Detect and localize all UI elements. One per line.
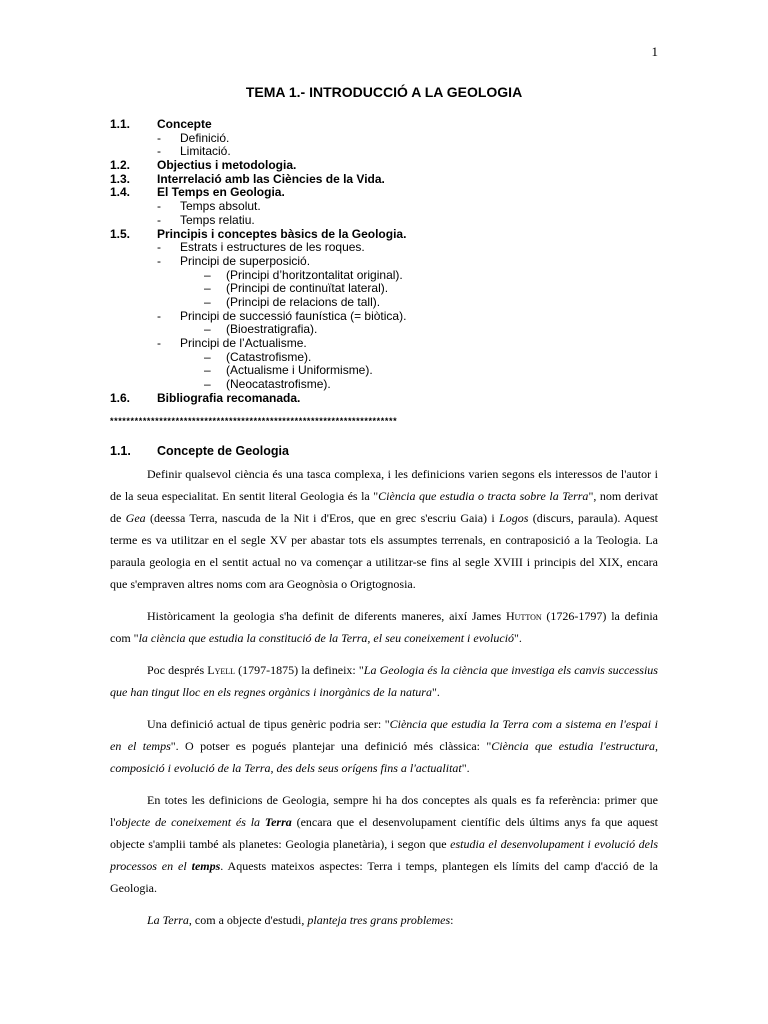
toc-subitem: Limitació. bbox=[180, 144, 231, 159]
toc-bullet: - bbox=[157, 130, 161, 145]
toc-title: El Temps en Geologia. bbox=[157, 185, 285, 200]
document-title: TEMA 1.- INTRODUCCIÓ A LA GEOLOGIA bbox=[245, 84, 523, 100]
toc-entry bbox=[110, 214, 670, 228]
section-number: 1.1. bbox=[110, 444, 131, 458]
text-run: planteja tres grans problemes bbox=[307, 913, 451, 927]
body-text bbox=[110, 463, 658, 941]
toc-entry bbox=[110, 323, 670, 337]
text-run: ". bbox=[431, 685, 440, 699]
toc-number: 1.2. bbox=[110, 158, 131, 173]
toc-title: Bibliografia recomanada. bbox=[157, 390, 301, 405]
toc-entry bbox=[110, 392, 670, 406]
toc-subitem: Principi de l’Actualisme. bbox=[180, 336, 307, 350]
toc-entry bbox=[110, 228, 670, 242]
text-run: estudia el desenvolupament i evolució dels processos en el bbox=[110, 837, 658, 873]
toc-entry bbox=[110, 255, 670, 269]
toc-bullet: – bbox=[204, 267, 211, 282]
text-run: , com a objecte d'estudi, bbox=[188, 913, 308, 927]
toc-entry bbox=[110, 296, 670, 310]
paragraph bbox=[110, 463, 658, 595]
text-run: (deessa Terra, nascuda de la Nit i d'Eros, que en grec s'escriu Gaia) i bbox=[145, 511, 500, 525]
toc-bullet: - bbox=[157, 336, 161, 350]
toc-number: 1.4. bbox=[110, 185, 131, 200]
section-title: Concepte de Geologia bbox=[157, 444, 289, 458]
toc-number: 1.6. bbox=[110, 390, 131, 405]
text-run: Definir qualsevol ciència és una tasca complexa, i les definicions varien segons els interessos de l'autor i de la seua especialitat. En sentit literal Geologia és la " bbox=[110, 467, 658, 503]
text-run: (encara que el desenvolupament científic dels últims anys fa que aquest objecte s'amplii també als planetes: Geologia planetària), i segon que bbox=[110, 815, 658, 851]
text-run: ", nom derivat de bbox=[110, 489, 658, 525]
text-run: . Aquests mateixos aspectes: Terra i temps, plantegen els límits del camp d'acció de la Geologia. bbox=[110, 859, 659, 895]
toc-subitem: Temps absolut. bbox=[180, 199, 261, 214]
toc-entry bbox=[110, 241, 670, 255]
text-run: Lyell bbox=[207, 663, 236, 677]
toc-entry bbox=[110, 132, 670, 146]
text-run: Ciència que estudia la Terra com a sistema en l'espai i en el temps bbox=[110, 717, 658, 753]
text-run: La Terra bbox=[147, 913, 189, 927]
toc-subsubitem: (Principi de relacions de tall). bbox=[226, 294, 381, 309]
text-run: ". bbox=[461, 761, 470, 775]
text-run: Poc després bbox=[147, 663, 208, 677]
toc-subitem: Definició. bbox=[180, 130, 230, 145]
paragraph bbox=[110, 909, 658, 931]
toc-title: Objectius i metodologia. bbox=[157, 158, 297, 173]
toc-subsubitem: (Bioestratigrafia). bbox=[226, 322, 318, 337]
text-run: Gea bbox=[125, 511, 146, 525]
toc-entry bbox=[110, 159, 670, 173]
toc-number: 1.5. bbox=[110, 226, 131, 241]
text-run: Hutton bbox=[506, 609, 542, 623]
text-run: (1797-1875) la defineix: " bbox=[235, 663, 364, 677]
text-run: Ciència que estudia l'estructura, composició i evolució de la Terra, des dels seus orígens fins a l'actualitat bbox=[110, 739, 658, 775]
toc-entry bbox=[110, 378, 670, 392]
toc-subitem: Estrats i estructures de les roques. bbox=[180, 240, 365, 255]
section-heading bbox=[110, 444, 289, 458]
text-run: (1726-1797) la definia com " bbox=[110, 609, 658, 645]
toc-subsubitem: (Principi d’horitzontalitat original). bbox=[226, 267, 403, 282]
toc-subitem: Principi de superposició. bbox=[180, 253, 311, 268]
text-run: objecte de coneixement és la bbox=[115, 815, 265, 829]
toc-subsubitem: (Catastrofisme). bbox=[226, 349, 312, 364]
toc-entry bbox=[110, 173, 670, 187]
toc-bullet: – bbox=[204, 349, 211, 364]
toc-bullet: - bbox=[157, 199, 161, 214]
toc-bullet: – bbox=[204, 281, 211, 296]
toc-title: Concepte bbox=[157, 117, 212, 131]
toc-subitem: Principi de successió faunística (= biòtica). bbox=[180, 308, 407, 323]
toc-number: 1.3. bbox=[110, 171, 131, 186]
toc-bullet: - bbox=[157, 144, 161, 159]
toc-entry bbox=[110, 186, 670, 200]
toc-subsubitem: (Principi de continuïtat lateral). bbox=[226, 281, 389, 296]
toc-subsubitem: (Neocatastrofisme). bbox=[226, 377, 331, 392]
text-run: Una definició actual de tipus genèric podria ser: " bbox=[147, 717, 390, 731]
toc-subitem: Temps relatiu. bbox=[180, 212, 255, 227]
text-run: (discurs, paraula). Aquest terme es va utilitzar en el segle XV per abastar tots els assumptes terrenals, en contraposició a la Teologia. La paraula geologia en el sentit actual no va començar a utilitzar-se fins al segle XVIII i principis del XIX, encara que s'empraven altres noms com ara Geognòsia o Origtognosia. bbox=[110, 511, 658, 591]
toc-entry bbox=[110, 118, 670, 132]
toc-entry bbox=[110, 282, 670, 296]
paragraph bbox=[110, 789, 658, 899]
toc-entry bbox=[110, 310, 670, 324]
toc-bullet: – bbox=[204, 363, 211, 378]
text-run: Logos bbox=[499, 511, 529, 525]
separator-line: ********************************************************************** bbox=[110, 416, 398, 426]
text-run: Històricament la geologia s'ha definit de diferents maneres, així James bbox=[147, 609, 506, 623]
toc-entry bbox=[110, 364, 670, 378]
paragraph bbox=[110, 605, 658, 649]
toc-subsubitem: (Actualisme i Uniformisme). bbox=[226, 363, 373, 378]
toc-bullet: - bbox=[157, 212, 161, 227]
toc-entry bbox=[110, 269, 670, 283]
paragraph bbox=[110, 713, 658, 779]
paragraph bbox=[110, 659, 658, 703]
text-run: En totes les definicions de Geologia, sempre hi ha dos conceptes als quals es fa referència: primer que l' bbox=[110, 793, 658, 829]
toc-title: Principis i conceptes bàsics de la Geologia. bbox=[157, 226, 407, 241]
text-run: Ciència que estudia o tracta sobre la Terra bbox=[378, 489, 589, 503]
toc-entry bbox=[110, 145, 670, 159]
page-number: 1 bbox=[651, 44, 658, 59]
toc-entry bbox=[110, 351, 670, 365]
table-of-contents bbox=[110, 118, 670, 405]
toc-bullet: - bbox=[157, 308, 161, 323]
toc-bullet: - bbox=[157, 240, 161, 255]
toc-number: 1.1. bbox=[110, 117, 131, 131]
toc-bullet: – bbox=[204, 294, 211, 309]
text-run: Terra bbox=[264, 815, 292, 829]
toc-bullet: - bbox=[157, 253, 161, 268]
toc-bullet: – bbox=[204, 322, 211, 337]
toc-title: Interrelació amb las Ciències de la Vida. bbox=[157, 171, 385, 186]
text-run: la ciència que estudia la constitució de la Terra, el seu coneixement i evolució bbox=[138, 631, 515, 645]
text-run: : bbox=[450, 913, 454, 927]
text-run: ". O potser es pogués plantejar una definició més clàssica: " bbox=[170, 739, 492, 753]
text-run: La Geologia és la ciència que investiga els canvis successius que han tingut lloc en els regnes orgànics i inorgànics de la natura bbox=[110, 663, 658, 699]
toc-entry bbox=[110, 337, 670, 351]
toc-entry bbox=[110, 200, 670, 214]
toc-bullet: – bbox=[204, 377, 211, 392]
text-run: ". bbox=[514, 631, 522, 645]
text-run: temps bbox=[191, 859, 221, 873]
